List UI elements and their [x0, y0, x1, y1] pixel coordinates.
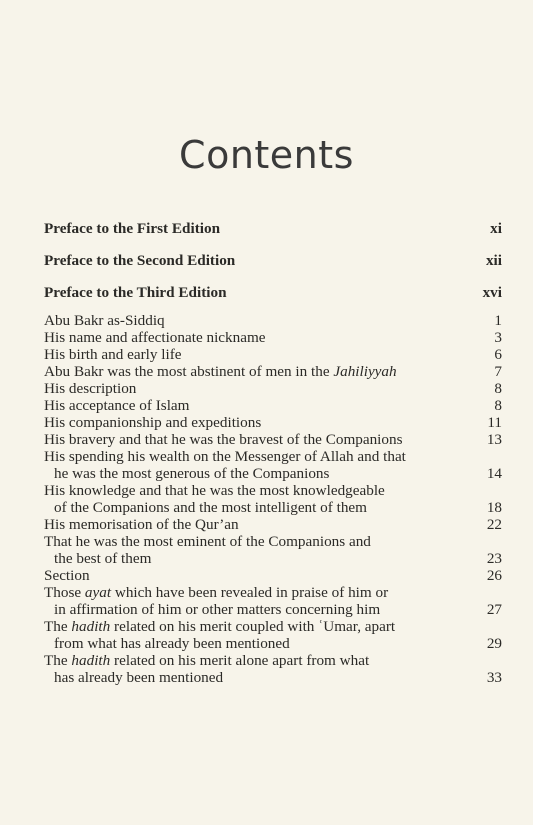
- toc-entry-page: xi: [490, 220, 502, 237]
- toc-entry-label: The hadith related on his merit alone apart from what has already been mentioned: [44, 652, 370, 686]
- toc-entry-label: His acceptance of Islam: [44, 397, 190, 414]
- toc-entry[interactable]: [44, 516, 502, 533]
- toc-entry-label: Preface to the Third Edition: [44, 284, 227, 301]
- toc-entry-page: 1: [494, 312, 502, 329]
- toc-entry-page: 18: [486, 499, 502, 516]
- toc-entry-preface-2[interactable]: [44, 252, 502, 269]
- toc-entry-page: 33: [486, 669, 502, 686]
- page-title: Contents: [179, 133, 354, 178]
- toc-entry-page: xvi: [482, 284, 502, 301]
- toc-entry[interactable]: [44, 397, 502, 414]
- toc-entry-label: Preface to the First Edition: [44, 220, 221, 237]
- toc-entry[interactable]: [44, 567, 502, 584]
- toc-entry[interactable]: [44, 618, 502, 652]
- toc-entry-page: 29: [486, 635, 502, 652]
- toc-entry-page: 8: [494, 380, 502, 397]
- toc-entry-label: Section: [44, 567, 90, 584]
- toc-entry-page: 26: [486, 567, 502, 584]
- toc-entry[interactable]: [44, 533, 502, 567]
- toc-entry-label: His knowledge and that he was the most knowledgeable of the Companions and the most intelligent of them: [44, 482, 385, 516]
- toc-entry-page: 6: [494, 346, 502, 363]
- toc-entry-label: His name and affectionate nickname: [44, 329, 266, 346]
- toc-entry-label: Abu Bakr as-Siddiq: [44, 312, 165, 329]
- toc-entry[interactable]: [44, 482, 502, 516]
- toc-entry[interactable]: [44, 346, 502, 363]
- toc-entry-label: His companionship and expeditions: [44, 414, 262, 431]
- toc-entry-page: xii: [485, 252, 502, 269]
- toc-entry-page: 8: [494, 397, 502, 414]
- toc-entry-page: 23: [486, 550, 502, 567]
- toc-entry-label: Those ayat which have been revealed in praise of him or in affirmation of him or other matters concerning him: [44, 584, 389, 618]
- toc-entry-page: 11: [487, 414, 502, 431]
- toc-entry-page: 3: [494, 329, 502, 346]
- toc-entry-page: 7: [494, 363, 502, 380]
- toc-entry[interactable]: [44, 431, 502, 448]
- toc-entry-page: 13: [486, 431, 502, 448]
- toc-entry[interactable]: [44, 414, 502, 431]
- toc-entry-label: That he was the most eminent of the Companions and the best of them: [44, 533, 371, 567]
- toc-entry-label: His memorisation of the Qur’an: [44, 516, 239, 533]
- toc-entry-label: The hadith related on his merit coupled with ʿUmar, apart from what has already been mentioned: [44, 618, 396, 652]
- toc-entry[interactable]: [44, 448, 502, 482]
- toc-entry-page: 14: [486, 465, 502, 482]
- toc-entry[interactable]: [44, 380, 502, 397]
- toc-entry-label: His description: [44, 380, 137, 397]
- toc-entry[interactable]: [44, 312, 502, 329]
- toc-entry-page: 27: [486, 601, 502, 618]
- toc-entry[interactable]: [44, 329, 502, 346]
- toc-entry-label: His spending his wealth on the Messenger of Allah and that he was the most generous of the Companions: [44, 448, 406, 482]
- table-of-contents: [44, 220, 502, 686]
- toc-entry[interactable]: [44, 363, 502, 380]
- toc-entry-label: His bravery and that he was the bravest of the Companions: [44, 431, 403, 448]
- toc-entry-label: Preface to the Second Edition: [44, 252, 236, 269]
- toc-entry-page: 22: [486, 516, 502, 533]
- toc-entry-label: Abu Bakr was the most abstinent of men in the Jahiliyyah: [44, 363, 397, 380]
- toc-entry-label: His birth and early life: [44, 346, 182, 363]
- toc-entry[interactable]: [44, 584, 502, 618]
- toc-entry-preface-3[interactable]: [44, 284, 502, 301]
- toc-entry[interactable]: [44, 652, 502, 686]
- toc-entry-preface-1[interactable]: [44, 220, 502, 237]
